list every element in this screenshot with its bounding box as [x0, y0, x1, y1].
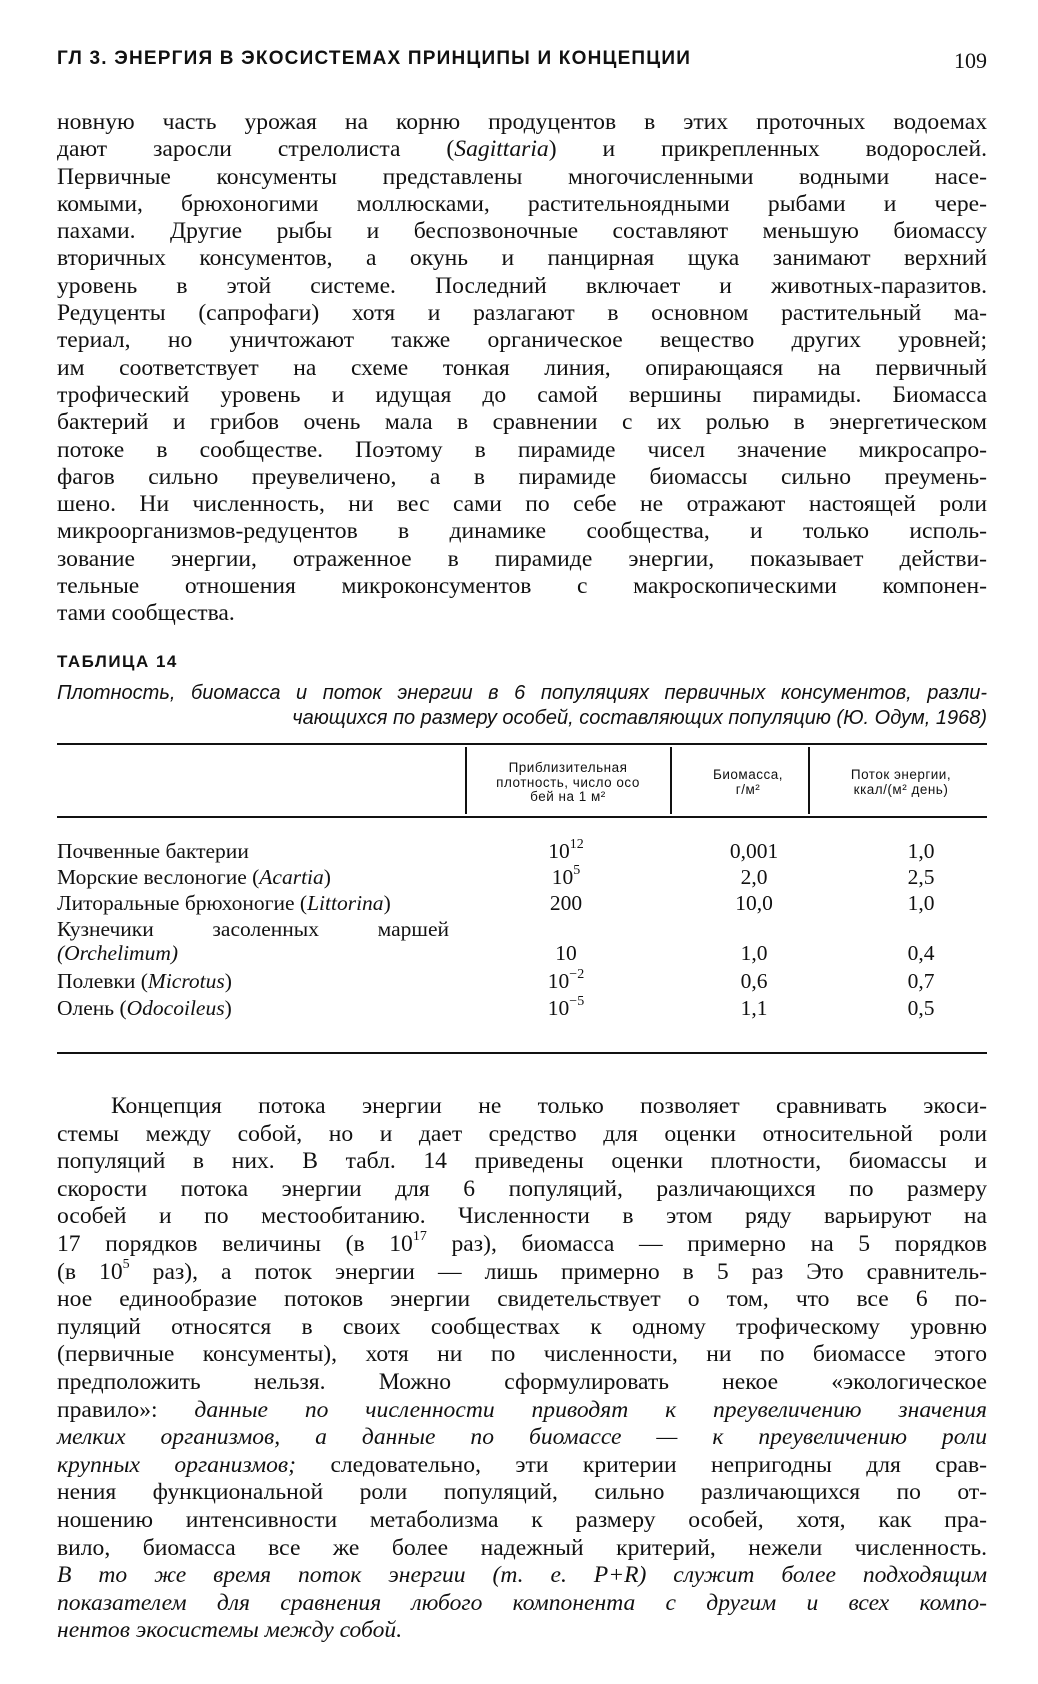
text-line: нентов экосистемы между собой. — [57, 1617, 403, 1644]
table-column-divider — [465, 747, 467, 814]
text-line: уровень в этой системе. Последний включает и животных-паразитов. — [57, 272, 987, 299]
table-row: Олень (Odocoileus) $10^{-5}$ 1,1 0,5 — [57, 993, 935, 1020]
text-line: тами сообщества. — [57, 600, 235, 627]
text-line: ношению интенсивности метаболизма к размеру особей, хотя, как пра- — [57, 1506, 987, 1533]
table-caption: Плотность, биомасса и поток энергии в 6 популяциях первичных консументов, разли- чающихся по размеру особей, составляющих популяцию (Ю. Одум, 1968) — [57, 682, 987, 729]
text-line: пахами. Другие рыбы и беспозвоночные составляют меньшую биомассу — [57, 218, 987, 245]
table-row: Литоральные брюхоногие (Littorina) 200 10,0 1,0 — [57, 891, 935, 915]
table-row: Почвенные бактерии $10^{12}$ 0,001 1,0 — [57, 836, 935, 863]
table-row: Кузнечики засоленных маршей (Orchelimum) 10 1,0 0,4 — [57, 917, 935, 965]
text-line: териал, но уничтожают также органическое вещество других уровней; — [57, 327, 987, 354]
text-line: (в $10^5$ раз), а поток энергии — лишь примерно в 5 раз Это сравнитель- — [57, 1256, 987, 1285]
text-line: мелких организмов, а данные по биомассе — к преувеличению роли — [57, 1424, 987, 1451]
column-header-biomass: Биомасса, г/м² — [713, 767, 783, 797]
paragraph-bottom — [57, 1093, 987, 1645]
column-header-density: Приблизительная плотность, число осо бей на 1 м² — [496, 760, 640, 804]
page-header — [57, 48, 987, 84]
text-line: тельные отношения микроконсументов с макроскопическими компонен- — [57, 573, 987, 600]
table-top-rule — [57, 743, 987, 745]
page-number: 109 — [954, 48, 987, 73]
text-line: Первичные консументы представлены многочисленными водными насе- — [57, 163, 987, 190]
text-line: вило, биомасса все же более надежный критерий, нежели численность. — [57, 1534, 987, 1561]
running-title: ГЛ 3. ЭНЕРГИЯ В ЭКОСИСТЕМАХ ПРИНЦИПЫ И КОНЦЕПЦИИ — [57, 48, 692, 69]
text-line: микроорганизмов-редуцентов в динамике сообщества, и только исполь- — [57, 518, 987, 545]
text-line: В то же время поток энергии (т. е. P+R) служит более подходящим — [57, 1562, 987, 1589]
text-line: вторичных консументов, а окунь и панцирная щука занимают верхний — [57, 245, 987, 272]
text-line: зование энергии, отраженное в пирамиде энергии, показывает действи- — [57, 545, 987, 572]
text-line: популяций в них. В табл. 14 приведены оценки плотности, биомассы и — [57, 1148, 987, 1175]
text-line: 17 порядков величины (в $10^{17}$ раз), биомасса — примерно на 5 порядков — [57, 1229, 988, 1257]
text-line: ное единообразие потоков энергии свидетельствует о том, что все 6 по- — [57, 1286, 987, 1313]
table-row: Морские веслоногие (Acartia) $10^5$ 2,0 2,5 — [57, 862, 935, 889]
text-line: особей и по местообитанию. Численности в этом ряду варьируют на — [57, 1203, 987, 1230]
text-line: Редуценты (сапрофаги) хотя и разлагают в основном растительный ма- — [57, 300, 987, 327]
text-line: новную часть урожая на корню продуцентов в этих проточных водоемах — [57, 109, 987, 135]
paragraph-top — [57, 109, 987, 628]
text-line: скорости потока энергии для 6 популяций, различающихся по размеру — [57, 1175, 987, 1202]
text-line: стемы между собой, но и дает средство для оценки относительной роли — [57, 1120, 987, 1147]
column-header-energy-flow: Поток энергии, ккал/(м² день) — [850, 767, 952, 797]
text-line: фагов сильно преувеличено, а в пирамиде биомассы сильно преумень- — [57, 463, 987, 490]
text-line: (первичные консументы), хотя ни по численности, ни по биомассе этого — [57, 1341, 987, 1368]
text-line: нения функциональной роли популяций, сильно различающихся по от- — [57, 1479, 987, 1506]
table-label: ТАБЛИЦА 14 — [57, 652, 178, 671]
text-line: им соответствует на схеме тонкая линия, опирающаяся на первичный — [57, 354, 987, 381]
text-line: потоке в сообществе. Поэтому в пирамиде чисел значение микросапро- — [57, 436, 987, 463]
text-line: комыми, брюхоногими моллюсками, растительноядными рыбами и чере- — [57, 190, 987, 217]
table-column-divider — [670, 747, 672, 814]
text-line: пуляций относятся в своих сообществах к одному трофическому уровню — [57, 1313, 987, 1340]
text-line: шено. Ни численность, ни вес сами по себе не отражают настоящей роли — [57, 491, 987, 518]
text-line: крупных организмов; следовательно, эти критерии непригодны для срав- — [57, 1451, 987, 1478]
table-row: Полевки (Microtus) $10^{-2}$ 0,6 0,7 — [57, 966, 935, 993]
table-column-divider — [808, 747, 810, 814]
text-line: показателем для сравнения любого компонента с другим и всех компо- — [57, 1589, 987, 1616]
text-line: дают заросли стрелолиста (Sagittaria) и прикрепленных водорослей. — [57, 136, 987, 163]
text-line: Концепция потока энергии не только позволяет сравнивать экоси- — [111, 1093, 987, 1119]
table-bottom-rule — [57, 1052, 987, 1054]
text-line: трофический уровень и идущая до самой вершины пирамиды. Биомасса — [57, 381, 987, 408]
table-header-rule — [57, 816, 987, 818]
text-line: бактерий и грибов очень мала в сравнении с их ролью в энергетическом — [57, 409, 987, 436]
text-line: предположить нельзя. Можно сформулировать некое «экологическое — [57, 1368, 987, 1395]
text-line: правило»: данные по численности приводят к преувеличению значения — [57, 1396, 987, 1423]
